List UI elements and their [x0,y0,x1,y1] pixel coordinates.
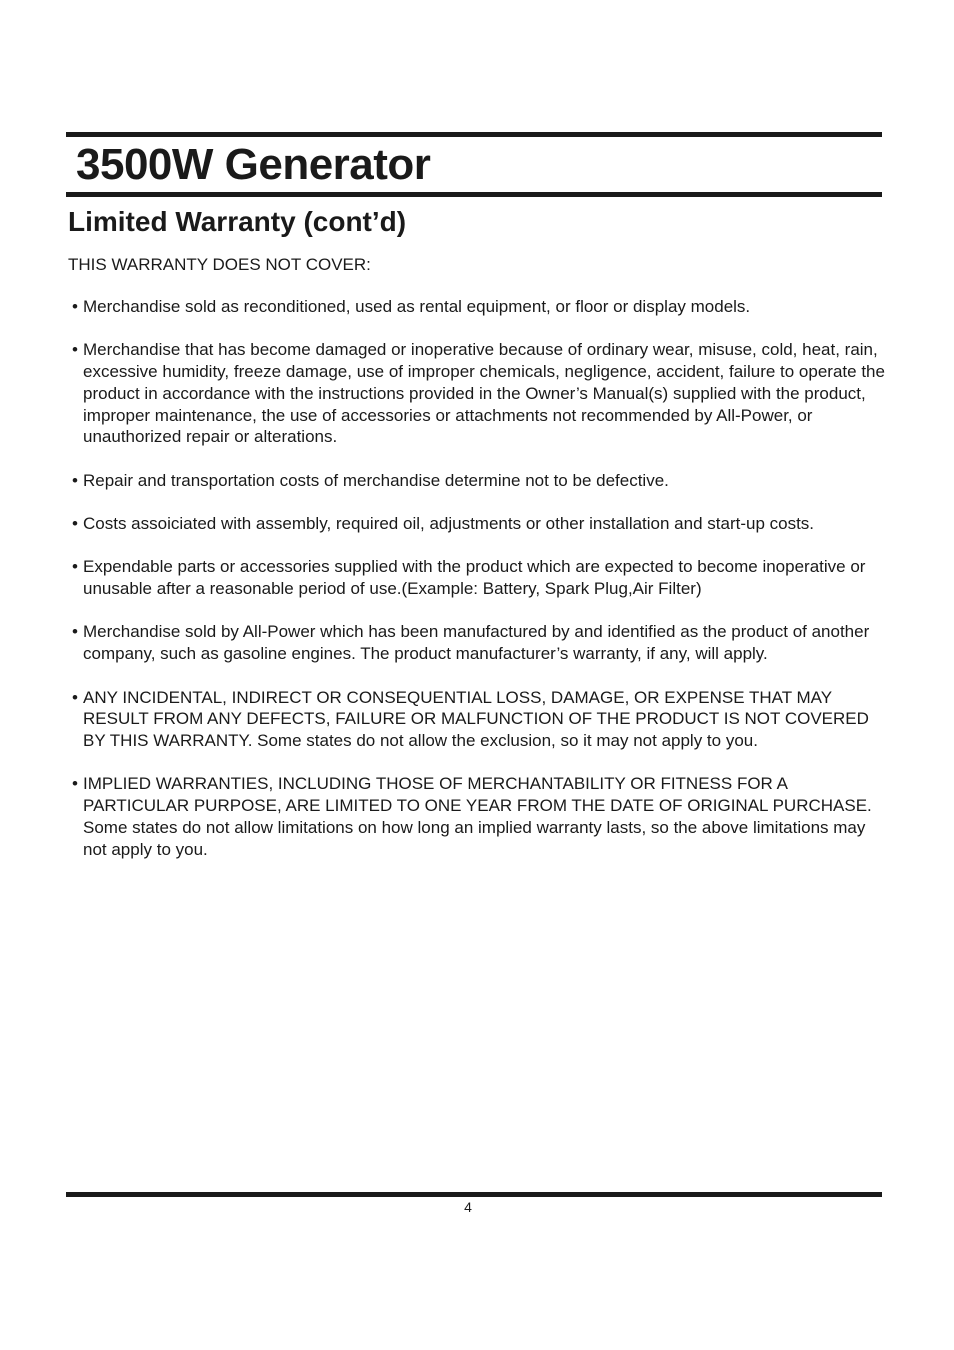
bullet-icon: • [72,340,78,360]
page-title: 3500W Generator [76,140,431,189]
list-item-text: Merchandise sold as reconditioned, used as rental equipment, or floor or display models. [83,297,751,316]
list-item [72,687,886,752]
list-item [72,470,886,492]
header-bottom-rule [66,192,882,197]
list-item-text: ANY INCIDENTAL, INDIRECT OR CONSEQUENTIAL LOSS, DAMAGE, OR EXPENSE THAT MAY RESULT FROM ANY DEFECTS, FAILURE OR MALFUNCTION OF THE PRODUCT IS NOT COVERED BY THIS WARRANTY. Some states do not allow the exclusion, so it may not apply to you. [83,687,869,751]
list-item-text: Expendable parts or accessories supplied with the product which are expected to become inoperative or unusable after a reasonable period of use.(Example: Battery, Spark Plug,Air Filter) [83,557,866,599]
footer-rule [66,1192,882,1197]
list-item [72,513,886,535]
list-item [72,296,886,318]
section-title: Limited Warranty (cont’d) [68,206,407,237]
bullet-icon: • [72,470,78,490]
bullet-icon: • [72,297,78,316]
bullet-icon: • [72,557,78,577]
bullet-icon: • [72,774,78,794]
list-item-text: Merchandise that has become damaged or inoperative because of ordinary wear, misuse, cold, heat, rain, excessive humidity, freeze damage, use of improper chemicals, negligence, accident, failure to operate the product in accordance with the instructions provided in the Owner’s Manual(s) supplied with the product, improper maintenance, the use of accessories or attachments not recommended by All-Power, or unauthorized repair or alterations. [83,340,885,447]
list-item-text: Repair and transportation costs of merchandise determine not to be defective. [83,470,669,490]
list-item [72,556,886,600]
bullet-icon: • [72,622,78,642]
list-item [72,773,886,860]
list-item [72,339,886,448]
bullet-icon: • [72,514,78,534]
list-item-text: IMPLIED WARRANTIES, INCLUDING THOSE OF MERCHANTABILITY OR FITNESS FOR A PARTICULAR PURPOSE, ARE LIMITED TO ONE YEAR FROM THE DATE OF ORIGINAL PURCHASE. Some states do not allow limitations on how long an implied warranty lasts, so the above limitations may not apply to you. [83,774,872,859]
list-item-text: Costs assoiciated with assembly, required oil, adjustments or other installation and start-up costs. [83,514,815,534]
bullet-icon: • [72,687,78,707]
list-item-text: Merchandise sold by All-Power which has been manufactured by and identified as the product of another company, such as gasoline engines. The product manufacturer’s warranty, if any, will apply. [83,622,870,664]
exclusions-list [72,296,886,882]
page-number: 4 [464,1199,472,1215]
header-top-rule [66,132,882,137]
section-intro: THIS WARRANTY DOES NOT COVER: [68,255,371,274]
list-item [72,621,886,665]
